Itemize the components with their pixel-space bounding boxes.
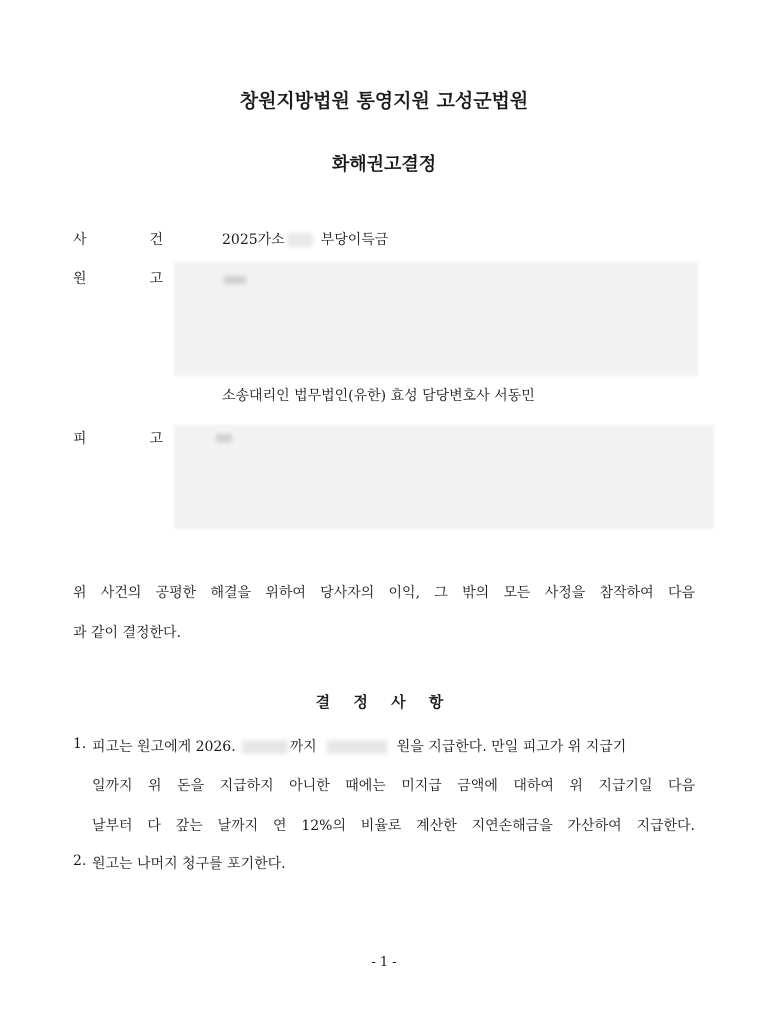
document-title: 화해권고결정 bbox=[331, 154, 437, 175]
page-number: - 1 - bbox=[371, 955, 397, 970]
decision-item-2-number: 2. bbox=[73, 853, 87, 869]
redacted-plaintiff-info bbox=[174, 262, 698, 376]
decision-item-1-line-1 bbox=[92, 736, 695, 756]
case-label bbox=[73, 229, 163, 249]
decision-item-1-line-3: 날부터 다 갚는 날까지 연 12%의 비율로 계산한 지연손해금을 가산하여 지급한다. bbox=[92, 818, 695, 834]
case-label-char-1: 사 bbox=[73, 232, 87, 248]
preamble-line-1: 위 사건의 공평한 해결을 위하여 당사자의 이익, 그 밖의 모든 사정을 참작하여 다음 bbox=[73, 585, 695, 601]
case-label-char-2: 건 bbox=[149, 232, 163, 248]
item-1-text-a: 피고는 원고에게 2026. bbox=[92, 739, 236, 755]
plaintiff-label-char-1: 원 bbox=[73, 271, 87, 287]
decision-heading: 결 정 사 항 bbox=[315, 693, 453, 711]
redacted-payment-amount bbox=[327, 740, 387, 754]
case-name: 부당이득금 bbox=[320, 232, 389, 248]
decision-item-1-number: 1. bbox=[73, 736, 87, 752]
court-name: 창원지방법원 통영지원 고성군법원 bbox=[239, 90, 529, 112]
defendant-label-char-2: 고 bbox=[149, 431, 163, 447]
decision-item-2-text: 원고는 나머지 청구를 포기한다. bbox=[92, 856, 286, 872]
redacted-defendant-info bbox=[174, 425, 714, 529]
preamble-line-2: 과 같이 결정한다. bbox=[73, 625, 182, 641]
defendant-label-char-1: 피 bbox=[73, 431, 87, 447]
redacted-defendant-name bbox=[216, 434, 232, 442]
decision-item-1-line-2: 일까지 위 돈을 지급하지 아니한 때에는 미지급 금액에 대하여 위 지급기일 다음 bbox=[92, 778, 695, 794]
redacted-plaintiff-name bbox=[224, 276, 246, 284]
case-value bbox=[222, 229, 388, 249]
defendant-label bbox=[73, 428, 163, 448]
plaintiff-label-char-2: 고 bbox=[149, 271, 163, 287]
case-number: 2025가소 bbox=[222, 232, 285, 248]
plaintiff-label bbox=[73, 268, 163, 288]
redacted-case-number bbox=[287, 233, 313, 247]
item-1-text-b: 까지 bbox=[289, 739, 317, 755]
item-1-text-c: 원을 지급한다. 만일 피고가 위 지급기 bbox=[396, 739, 627, 755]
redacted-payment-date bbox=[242, 740, 288, 754]
plaintiff-counsel: 소송대리인 법무법인(유한) 효성 담당변호사 서동민 bbox=[222, 388, 535, 404]
